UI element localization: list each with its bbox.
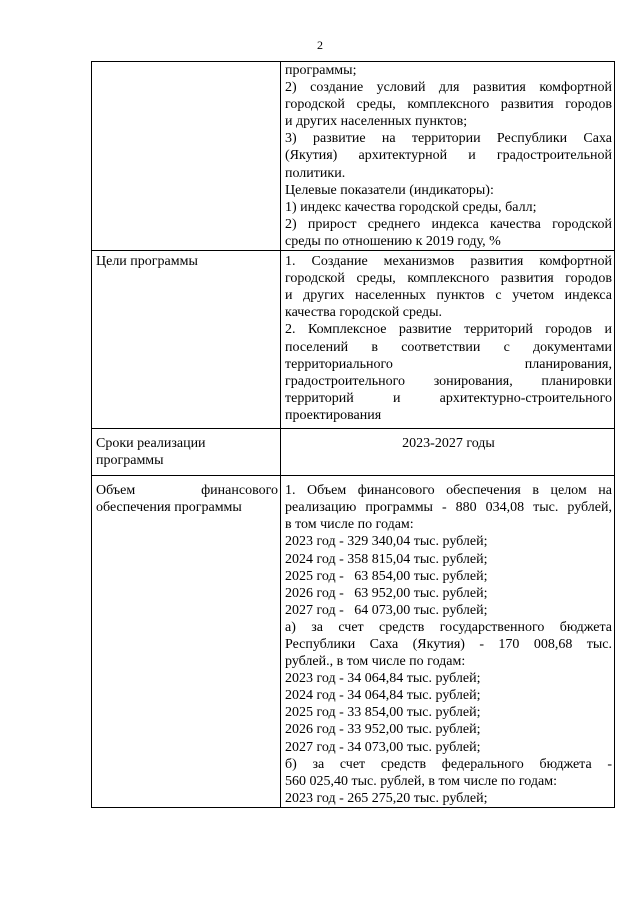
row-content <box>281 62 615 251</box>
row-content <box>281 476 615 808</box>
text-line: рублей., в том числе по годам: <box>285 654 466 670</box>
text-line: 2023 год - 265 275,20 тыс. рублей; <box>285 790 488 806</box>
text-line: Республики Саха (Якутия) - 170 008,68 тыс. <box>285 637 612 652</box>
table-row <box>92 476 615 808</box>
text-line: 2. Комплексное развитие территорий городов и <box>285 322 612 338</box>
row-content: 2023-2027 годы <box>281 428 615 475</box>
text-line: проектирования <box>285 407 382 423</box>
row-label <box>92 476 281 808</box>
text-line: и других населенных пунктов; <box>285 114 468 130</box>
table-row <box>92 428 615 475</box>
text-line: программы; <box>285 63 357 78</box>
text-line: городской среды, комплексного развития городов <box>285 97 612 113</box>
table-row <box>92 251 615 429</box>
text-line: (Якутия) архитектурной и градостроительной <box>285 148 612 164</box>
text-line: б) за счет средств федерального бюджета - <box>285 756 612 772</box>
text-line: качества городской среды. <box>285 305 443 321</box>
text-line: 2) прирост среднего индекса качества городской <box>285 216 612 232</box>
text-line: 3) развитие на территории Республики Саха <box>285 131 612 147</box>
text-line: Объем финансового <box>96 483 278 499</box>
text-line: и других населенных пунктов с учетом индекса <box>285 288 612 304</box>
table-row <box>92 62 615 251</box>
row-label <box>92 428 281 475</box>
row-content <box>281 251 615 429</box>
text-line: 2025 год - 33 854,00 тыс. рублей; <box>285 705 481 721</box>
text-line: среды по отношению к 2019 году, % <box>285 233 501 249</box>
text-line: 2024 год - 34 064,84 тыс. рублей; <box>285 688 481 704</box>
text-line: 2026 год - 63 952,00 тыс. рублей; <box>285 585 488 601</box>
text-line: городской среды, комплексного развития городов <box>285 271 612 287</box>
page-number: 2 <box>317 38 323 52</box>
text-line: градостроительного зонирования, планировки <box>285 373 612 389</box>
text-line: территорий и архитектурно-строительного <box>285 390 612 406</box>
text-line: а) за счет средств государственного бюджета <box>285 619 612 635</box>
text-line: 2023 год - 34 064,84 тыс. рублей; <box>285 671 481 687</box>
text-line: реализацию программы - 880 034,08 тыс. рублей, <box>285 500 612 516</box>
text-line: 1. Объем финансового обеспечения в целом на <box>285 483 612 499</box>
row-label: Цели программы <box>92 251 281 429</box>
text-line: программы <box>96 453 164 469</box>
text-line: 2026 год - 33 952,00 тыс. рублей; <box>285 722 481 738</box>
text-line: 2025 год - 63 854,00 тыс. рублей; <box>285 568 488 584</box>
text-line: 1. Создание механизмов развития комфортной <box>285 254 612 270</box>
text-line: 2027 год - 34 073,00 тыс. рублей; <box>285 739 481 755</box>
text-line: 2) создание условий для развития комфортной <box>285 80 612 96</box>
text-line: 560 025,40 тыс. рублей, в том числе по годам: <box>285 773 557 789</box>
text-line: 2023 год - 329 340,04 тыс. рублей; <box>285 534 488 550</box>
text-line: поселений в соответствии с документами <box>285 339 612 355</box>
text-line: Сроки реализации <box>96 435 206 451</box>
text-line: Целевые показатели (индикаторы): <box>285 182 494 198</box>
text-line: 2027 год - 64 073,00 тыс. рублей; <box>285 602 488 618</box>
text-line: территориального планирования, <box>285 356 612 372</box>
program-passport-table <box>91 61 615 808</box>
row-label <box>92 62 281 251</box>
text-line: политики. <box>285 165 346 181</box>
text-line: 2024 год - 358 815,04 тыс. рублей; <box>285 551 488 567</box>
text-line: 1) индекс качества городской среды, балл; <box>285 199 537 215</box>
text-line: в том числе по годам: <box>285 517 414 533</box>
text-line: обеспечения программы <box>96 500 242 516</box>
